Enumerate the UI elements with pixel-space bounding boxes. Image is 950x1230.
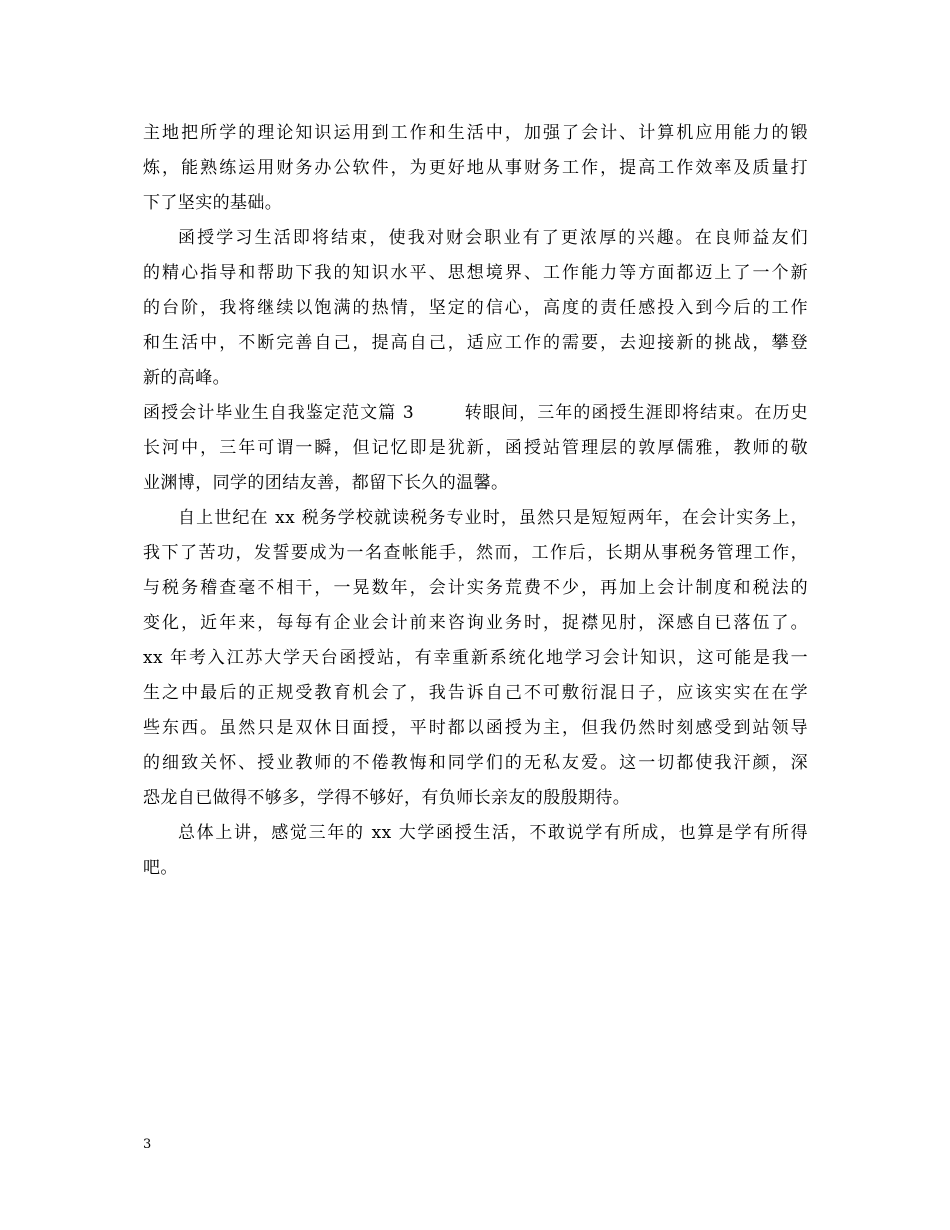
text-line: 与税务稽查毫不相干，一晃数年，会计实务荒费不少，再加上会计制度和税法的 (143, 578, 808, 598)
section-title: 函授会计毕业生自我鉴定范文篇 3 (143, 403, 415, 423)
text-line: 长河中，三年可谓一瞬，但记忆即是犹新，函授站管理层的敦厚儒雅，教师的敬 (143, 438, 808, 458)
section-heading-line (143, 403, 808, 423)
text-line: 主地把所学的理论知识运用到工作和生活中，加强了会计、计算机应用能力的锻 (143, 123, 808, 143)
text-line: 吧。 (143, 858, 178, 878)
text-line: 炼，能熟练运用财务办公软件，为更好地从事财务工作，提高工作效率及质量打 (143, 158, 808, 178)
text-line: 业渊博，同学的团结友善，都留下长久的温馨。 (143, 473, 509, 493)
text-line: 和生活中，不断完善自己，提高自己，适应工作的需要，去迎接新的挑战，攀登 (143, 333, 808, 353)
text-line: 新的高峰。 (143, 368, 230, 388)
text-line: 的细致关怀、授业教师的不倦教悔和同学们的无私友爱。这一切都使我汗颜，深 (143, 753, 808, 773)
section-intro-text: 转眼间，三年的函授生涯即将结束。在历史 (464, 403, 808, 423)
text-line: 总体上讲，感觉三年的 xx 大学函授生活，不敢说学有所成，也算是学有所得 (178, 823, 808, 843)
text-line: 的台阶，我将继续以饱满的热情，坚定的信心，高度的责任感投入到今后的工作 (143, 298, 808, 318)
text-line: 生之中最后的正规受教育机会了，我告诉自己不可敷衍混日子，应该实实在在学 (143, 683, 808, 703)
text-line: 恐龙自已做得不够多，学得不够好，有负师长亲友的殷殷期待。 (143, 788, 631, 808)
text-line: 我下了苦功，发誓要成为一名查帐能手，然而，工作后，长期从事税务管理工作， (143, 543, 808, 563)
text-line: 函授学习生活即将结束，使我对财会职业有了更浓厚的兴趣。在良师益友们 (178, 228, 808, 248)
page-number: 3 (143, 1137, 152, 1152)
text-line: 的精心指导和帮助下我的知识水平、思想境界、工作能力等方面都迈上了一个新 (143, 263, 808, 283)
text-line: xx 年考入江苏大学天台函授站，有幸重新系统化地学习会计知识，这可能是我一 (143, 648, 808, 668)
text-line: 自上世纪在 xx 税务学校就读税务专业时，虽然只是短短两年，在会计实务上， (178, 508, 808, 528)
text-line: 下了坚实的基础。 (143, 193, 283, 213)
text-line: 变化，近年来，每每有企业会计前来咨询业务时，捉襟见肘，深感自已落伍了。 (143, 613, 808, 633)
text-line: 些东西。虽然只是双休日面授，平时都以函授为主，但我仍然时刻感受到站领导 (143, 718, 808, 738)
